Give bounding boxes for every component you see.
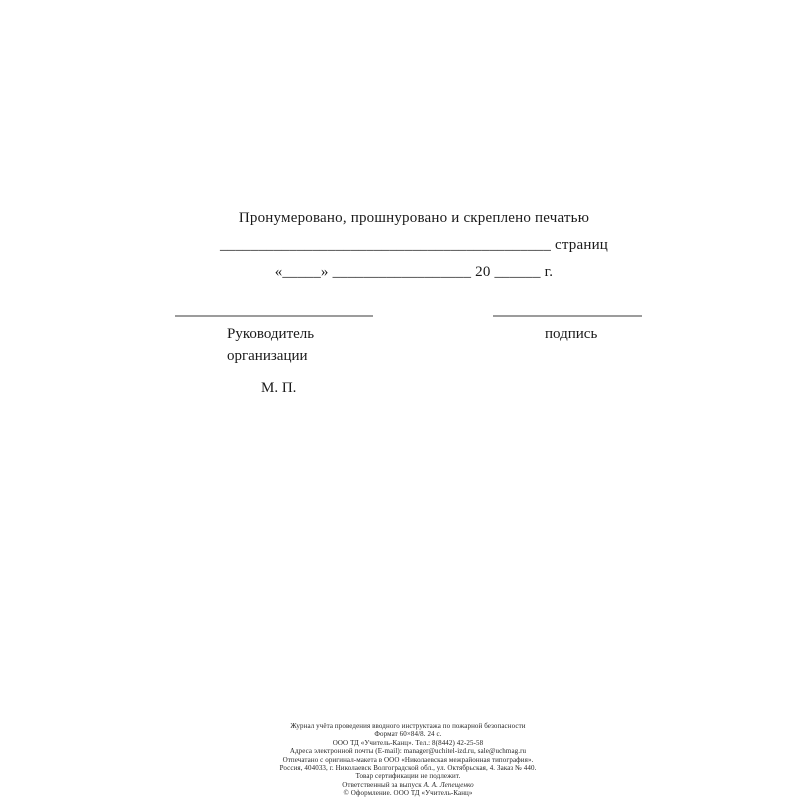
colophon-certification-note: Товар сертификации не подлежит.: [355, 772, 461, 781]
signature-role-label-line2: организации: [227, 348, 308, 364]
colophon-email: Адреса электронной почты (E-mail): manager@uchitel-izd.ru, sale@uchmag.ru: [289, 747, 527, 756]
colophon-copyright: © Оформление. ООО ТД «Учитель-Канц»: [343, 789, 473, 798]
colophon-format: Формат 60×84/8. 24 с.: [374, 730, 442, 739]
colophon-responsible-name: А. А. Лепещенко: [423, 780, 474, 789]
pages-count-line: ___________________________________________ страниц: [219, 237, 609, 253]
signature-caption: подпись: [545, 326, 598, 342]
colophon-responsible-label: Ответственный за выпуск: [342, 780, 424, 789]
certification-block: [0, 205, 800, 286]
signature-role-label-line1: Руководитель: [227, 326, 315, 342]
colophon-publisher: ООО ТД «Учитель-Канц». Тел.: 8(8442) 42-25-58: [332, 738, 484, 747]
stamp-place-mark: М. П.: [261, 380, 297, 396]
signature-line-left: [175, 315, 373, 317]
colophon-printing-house: Отпечатано с оригинал-макета в ООО «Николаевская межрайонная типография».: [282, 755, 534, 764]
colophon-title: Журнал учёта проведения вводного инструктажа по пожарной безопасности: [290, 722, 526, 730]
signature-line-right: [493, 315, 642, 317]
colophon-block: [0, 722, 800, 798]
colophon-address: Россия, 404033, г. Николаевск Волгоградской обл., ул. Октябрьская, 4. Заказ № 440.: [279, 764, 537, 773]
certification-statement: Пронумеровано, прошнуровано и скреплено печатью: [238, 210, 590, 226]
colophon-responsible: [0, 781, 800, 789]
date-line: «_____» __________________ 20 ______ г.: [274, 264, 554, 280]
